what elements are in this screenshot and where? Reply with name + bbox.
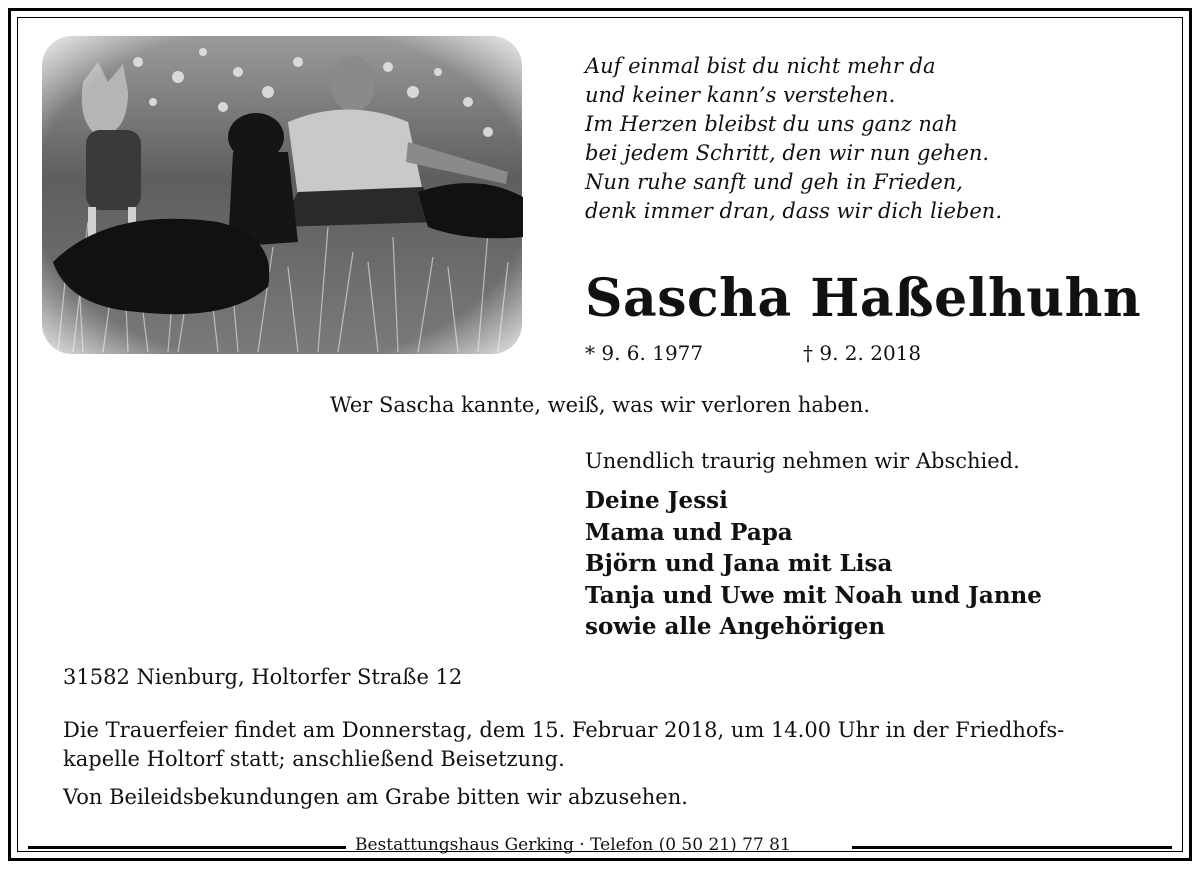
poem-line: Nun ruhe sanft und geh in Frieden, bbox=[585, 170, 963, 194]
ceremony-notice bbox=[63, 716, 1064, 774]
family-member: Mama und Papa bbox=[585, 518, 793, 546]
condolence-note: Von Beileidsbekundungen am Grabe bitten wir abzusehen. bbox=[63, 785, 688, 809]
birth-date: * 9. 6. 1977 bbox=[585, 341, 704, 365]
family-member: Tanja und Uwe mit Noah und Janne bbox=[585, 581, 1042, 609]
poem-line: Im Herzen bleibst du uns ganz nah bbox=[585, 112, 958, 136]
poem-line: und keiner kann’s verstehen. bbox=[585, 83, 896, 107]
footer-rule-right bbox=[852, 846, 1172, 849]
funeral-home-footer: Bestattungshaus Gerking · Telefon (0 50 21) 77 81 bbox=[355, 835, 791, 855]
ceremony-line: Die Trauerfeier findet am Donnerstag, dem 15. Februar 2018, um 14.00 Uhr in der Friedhofs- bbox=[63, 718, 1065, 742]
poem bbox=[585, 52, 1002, 226]
address: 31582 Nienburg, Holtorfer Straße 12 bbox=[63, 665, 463, 689]
footer-rule-left bbox=[28, 846, 346, 849]
poem-line: Auf einmal bist du nicht mehr da bbox=[585, 54, 936, 78]
family-member: Björn und Jana mit Lisa bbox=[585, 550, 893, 577]
farewell-line: Unendlich traurig nehmen wir Abschied. bbox=[585, 449, 1020, 473]
family-member: Deine Jessi bbox=[585, 487, 728, 514]
memorial-quote: Wer Sascha kannte, weiß, was wir verloren haben. bbox=[329, 393, 870, 417]
family-list bbox=[585, 485, 1042, 643]
family-member: sowie alle Angehörigen bbox=[585, 613, 886, 640]
deceased-name: Sascha Haßelhuhn bbox=[585, 268, 1142, 329]
ceremony-line: kapelle Holtorf statt; anschließend Beisetzung. bbox=[63, 747, 565, 771]
poem-line: bei jedem Schritt, den wir nun gehen. bbox=[585, 141, 990, 165]
death-date: † 9. 2. 2018 bbox=[803, 341, 922, 365]
memorial-photo bbox=[28, 22, 536, 368]
poem-line: denk immer dran, dass wir dich lieben. bbox=[585, 199, 1003, 223]
